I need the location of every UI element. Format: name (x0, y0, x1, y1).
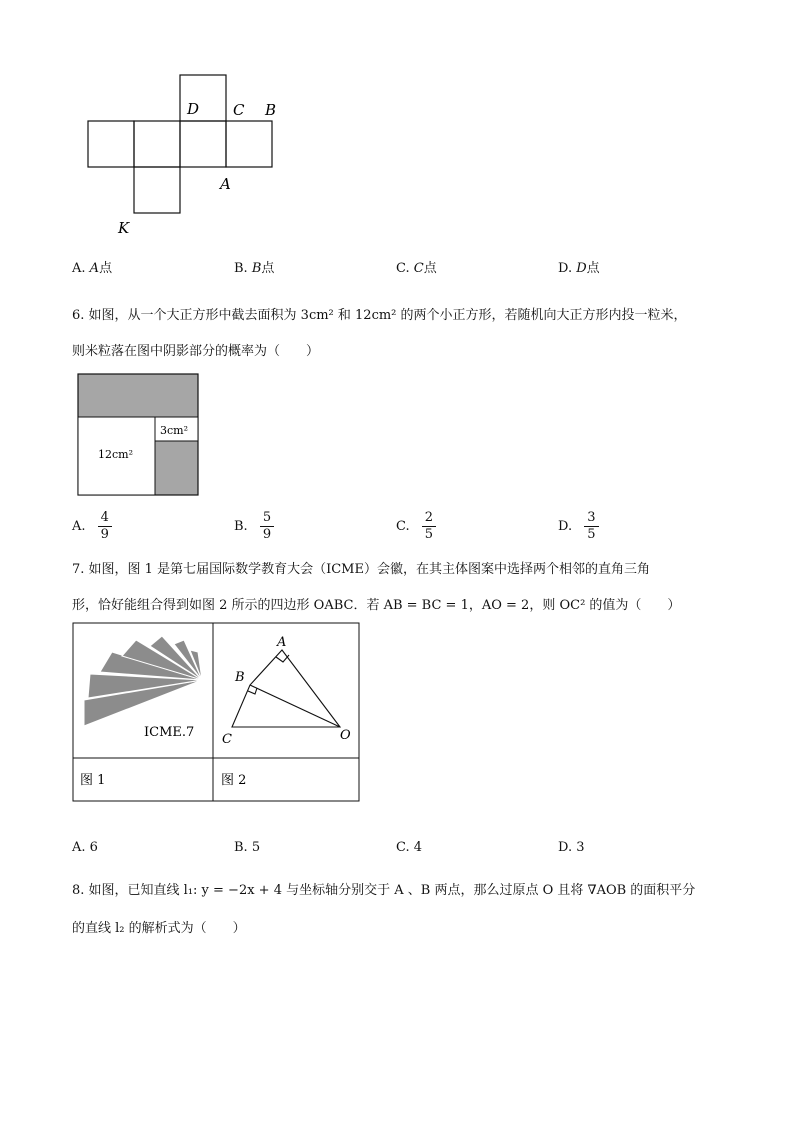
q8-text-line2: 的直线 l₂ 的解析式为（ ） (72, 921, 246, 936)
q5-option-c[interactable]: C. C点 (396, 261, 437, 276)
q6-option-c[interactable]: C. $\frac{2}{5}$ (396, 510, 436, 543)
q7-figure-table (72, 622, 362, 804)
q5-option-d[interactable]: D. D点 (558, 261, 600, 276)
icme-logo-text: ICME.7 (144, 725, 195, 740)
q6-option-b[interactable]: B. $\frac{5}{9}$ (234, 510, 274, 543)
net-label-k: K (118, 219, 130, 237)
net-label-a: A (220, 175, 231, 193)
fraction: $\frac{4}{9}$ (98, 510, 112, 543)
vertex-b: B (235, 670, 245, 685)
net-square-3 (180, 121, 226, 167)
net-square-4 (226, 121, 272, 167)
q7-option-d[interactable]: D. 3 (558, 840, 585, 855)
net-label-d: D (187, 100, 200, 118)
q8-text-line1: 8. 如图，已知直线 l₁: y = −2x + 4 与坐标轴分别交于 A 、B 两点，那么过原点 O 且将 ∇AOB 的面积平分 (72, 883, 696, 898)
fraction: $\frac{5}{9}$ (260, 510, 274, 543)
shaded-region-right (155, 441, 198, 495)
q6-square-figure (76, 372, 201, 498)
net-square-2 (134, 121, 180, 167)
q7-option-b[interactable]: B. 5 (234, 840, 261, 855)
fraction: $\frac{2}{5}$ (422, 510, 436, 543)
fig2-caption: 图 2 (221, 773, 247, 788)
vertex-a: A (277, 635, 287, 650)
quadrilateral-oabc (232, 650, 340, 727)
q5-option-a[interactable]: A. A点 (72, 261, 113, 276)
q5-option-b[interactable]: B. B点 (234, 261, 275, 276)
cube-net-figure (80, 70, 300, 245)
net-label-c: C (233, 101, 245, 119)
net-square-1 (88, 121, 134, 167)
label-12cm: 12cm² (98, 448, 133, 461)
net-label-b: B (265, 101, 277, 119)
q7-text-line1: 7. 如图，图 1 是第七届国际数学教育大会（ICME）会徽，在其主体图案中选择两个相邻的直角三角 (72, 562, 650, 577)
icme-logo (84, 636, 202, 726)
q7-option-a[interactable]: A. 6 (72, 840, 98, 855)
vertex-o: O (340, 728, 351, 743)
q6-text-line1: 6. 如图，从一个大正方形中截去面积为 3cm² 和 12cm² 的两个小正方形，若随机向大正方形内投一粒米， (72, 308, 687, 323)
q6-option-a[interactable]: A. $\frac{4}{9}$ (72, 510, 112, 543)
net-square-bottom (134, 167, 180, 213)
fraction: $\frac{3}{5}$ (584, 510, 598, 543)
shaded-region-top (78, 374, 198, 417)
q7-option-c[interactable]: C. 4 (396, 840, 423, 855)
label-3cm: 3cm² (160, 424, 188, 437)
q7-text-line2: 形，恰好能组合得到如图 2 所示的四边形 OABC．若 AB = BC = 1，AO = 2，则 OC² 的值为（ ） (72, 598, 681, 613)
q6-option-d[interactable]: D. $\frac{3}{5}$ (558, 510, 599, 543)
q6-text-line2: 则米粒落在图中阴影部分的概率为（ ） (72, 344, 320, 359)
fig1-caption: 图 1 (80, 773, 106, 788)
vertex-c: C (222, 732, 232, 747)
